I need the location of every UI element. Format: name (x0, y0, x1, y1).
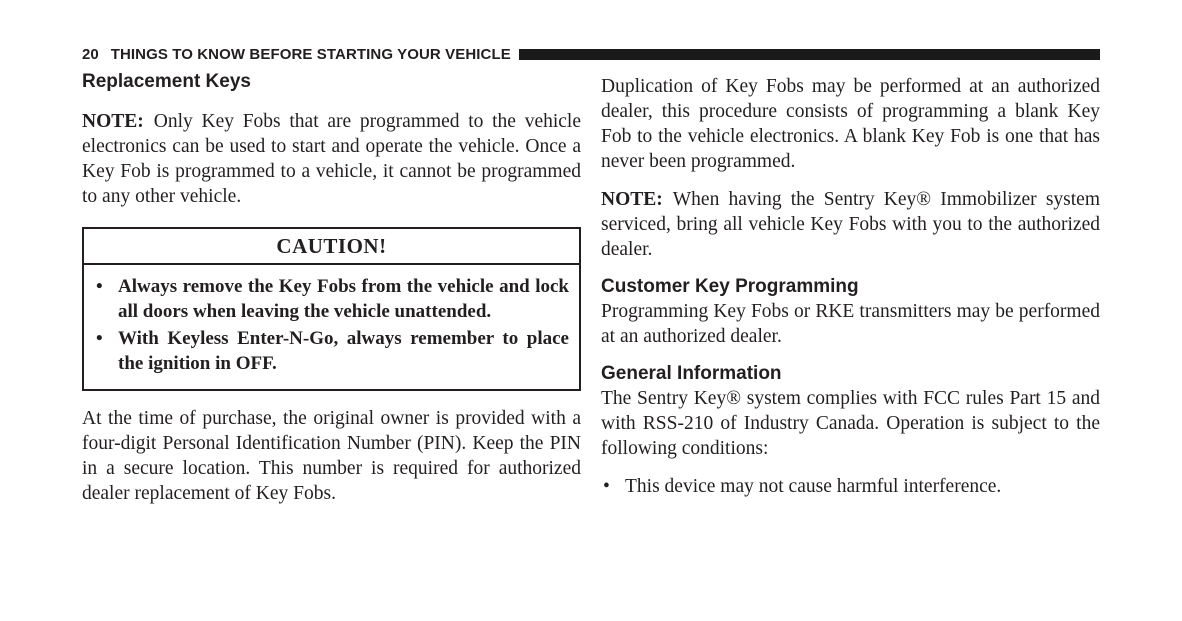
caution-item: • With Keyless Enter-N-Go, always remember to place the ignition in OFF. (96, 326, 569, 376)
header-rule (519, 49, 1100, 60)
customer-key-programming-heading: Customer Key Programming (601, 276, 859, 297)
general-information-heading: General Information (601, 363, 782, 384)
caution-title: CAUTION! (84, 229, 579, 265)
caution-item: • Always remove the Key Fobs from the vehicle and lock all doors when leaving the vehicle unattended. (96, 274, 569, 324)
caution-box (82, 227, 581, 391)
running-head: THINGS TO KNOW BEFORE STARTING YOUR VEHICLE (110, 45, 511, 63)
left-column (82, 70, 581, 506)
general-information-text: The Sentry Key® system complies with FCC rules Part 15 and with RSS-210 of Industry Canada. Operation is subject to the following conditions: (601, 388, 1100, 459)
caution-list (84, 265, 579, 389)
duplication-paragraph: Duplication of Key Fobs may be performed at an authorized dealer, this procedure consists of programming a blank Key Fob to the vehicle electronics. A blank Key Fob is one that has never been programmed. (601, 76, 1100, 172)
pin-paragraph: At the time of purchase, the original owner is provided with a four-digit Personal Identification Number (PIN). Keep the PIN in a secure location. This number is required for authorized dealer replacement of Key Fobs. (82, 408, 581, 504)
note-text: When having the Sentry Key® Immobilizer system serviced, bring all vehicle Key Fobs with you to the authorized dealer. (601, 189, 1100, 260)
replacement-note (82, 109, 581, 209)
customer-key-programming-text: Programming Key Fobs or RKE transmitters may be performed at an authorized dealer. (601, 301, 1100, 347)
note-text: Only Key Fobs that are programmed to the vehicle electronics can be used to start and operate the vehicle. Once a Key Fob is programmed to a vehicle, it cannot be programmed to any other vehicle. (82, 111, 581, 207)
page-header (82, 44, 1100, 64)
right-column (601, 74, 1100, 499)
condition-item: • This device may not cause harmful interference. (601, 474, 1100, 499)
conditions-list (601, 474, 1100, 499)
note-label: NOTE: (601, 189, 663, 210)
replacement-keys-heading: Replacement Keys (82, 71, 251, 92)
page-number: 20 (82, 45, 99, 63)
sentry-note (601, 187, 1100, 262)
note-label: NOTE: (82, 111, 144, 132)
